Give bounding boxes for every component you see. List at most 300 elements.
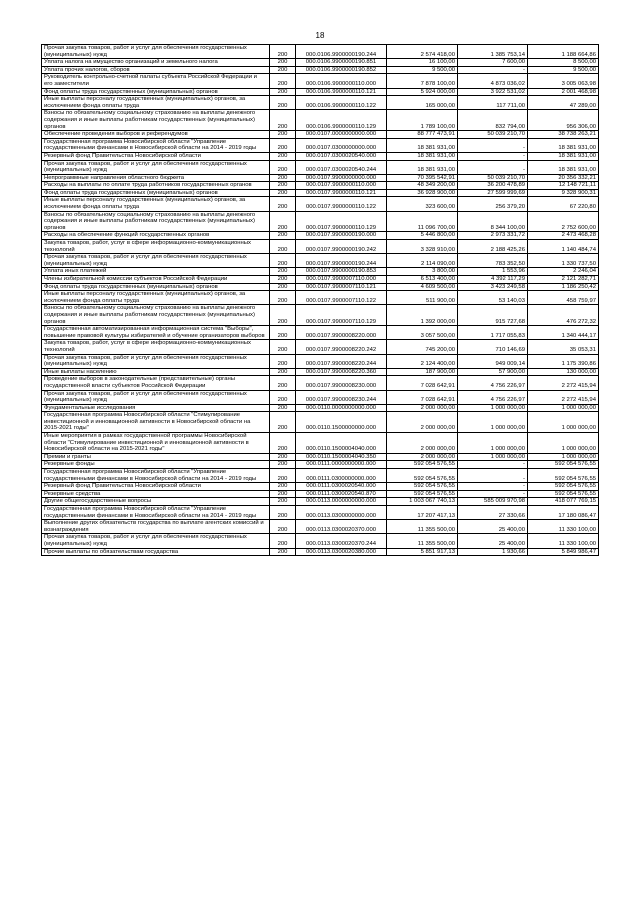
table-row <box>42 211 599 232</box>
executed-amount-cell: 4 873 036,02 <box>458 74 528 88</box>
admin-code-cell: 200 <box>270 45 296 59</box>
expense-name-cell: Закупка товаров, работ, услуг в сфере информационно-коммуникационных технологий <box>42 340 270 354</box>
executed-amount-cell: 8 344 100,00 <box>458 211 528 232</box>
budget-classification-code-cell: 000.0110.1500000000.000 <box>296 412 387 433</box>
budget-classification-code-cell: 000.0107.9900008220.242 <box>296 340 387 354</box>
unexecuted-amount-cell: 38 738 263,21 <box>528 131 599 139</box>
unexecuted-amount-cell: 1 140 484,74 <box>528 240 599 254</box>
approved-amount-cell: 511 900,00 <box>387 291 458 305</box>
expense-name-cell: Государственная программа Новосибирской области "Управление государственными финансами в Новосибирской области на 2014 - 2019 годы <box>42 138 270 152</box>
executed-amount-cell: 7 600,00 <box>458 59 528 67</box>
expense-name-cell: Выполнение других обязательств государства по выплате агентских комиссий и вознаграждения <box>42 520 270 534</box>
approved-amount-cell: 592 054 576,55 <box>387 483 458 491</box>
approved-amount-cell: 592 054 576,55 <box>387 490 458 498</box>
approved-amount-cell: 745 200,00 <box>387 340 458 354</box>
table-row <box>42 376 599 390</box>
expense-name-cell: Обеспечение проведения выборов и референдумов <box>42 131 270 139</box>
executed-amount-cell: - <box>458 152 528 160</box>
approved-amount-cell: 7 878 100,00 <box>387 74 458 88</box>
unexecuted-amount-cell: 17 180 086,47 <box>528 506 599 520</box>
table-row <box>42 160 599 174</box>
budget-classification-code-cell: 000.0106.9900000110.129 <box>296 110 387 131</box>
table-row <box>42 189 599 197</box>
unexecuted-amount-cell: 9 328 900,31 <box>528 189 599 197</box>
budget-classification-code-cell: 000.0113.0300000000.000 <box>296 506 387 520</box>
executed-amount-cell: 117 711,00 <box>458 96 528 110</box>
approved-amount-cell: 2 000 000,00 <box>387 433 458 454</box>
table-row <box>42 433 599 454</box>
admin-code-cell: 200 <box>270 74 296 88</box>
table-row <box>42 110 599 131</box>
expense-name-cell: Фонд оплаты труда государственных (муниципальных) органов <box>42 88 270 96</box>
table-row <box>42 291 599 305</box>
table-row <box>42 483 599 491</box>
admin-code-cell: 200 <box>270 461 296 469</box>
executed-amount-cell: - <box>458 483 528 491</box>
expense-name-cell: Уплата прочих налогов, сборов <box>42 66 270 74</box>
unexecuted-amount-cell: 2 272 415,94 <box>528 376 599 390</box>
expense-name-cell: Прочая закупка товаров, работ и услуг для обеспечения государственных (муниципальных) нужд <box>42 45 270 59</box>
approved-amount-cell: 2 114 090,00 <box>387 254 458 268</box>
budget-classification-code-cell: 000.0107.9900008220.244 <box>296 354 387 368</box>
executed-amount-cell: 2 973 331,72 <box>458 232 528 240</box>
expense-name-cell: Иные выплаты персоналу государственных (муниципальных) органов, за исключением фонда оплаты труда <box>42 291 270 305</box>
admin-code-cell: 200 <box>270 506 296 520</box>
unexecuted-amount-cell: 592 054 576,55 <box>528 483 599 491</box>
budget-classification-code-cell: 000.0107.9900000190.242 <box>296 240 387 254</box>
unexecuted-amount-cell: 18 381 931,00 <box>528 152 599 160</box>
table-row <box>42 59 599 67</box>
table-row <box>42 520 599 534</box>
admin-code-cell: 200 <box>270 152 296 160</box>
admin-code-cell: 200 <box>270 548 296 556</box>
budget-classification-code-cell: 000.0107.9900000110.122 <box>296 197 387 211</box>
budget-classification-code-cell: 000.0107.9900008230.244 <box>296 390 387 404</box>
approved-amount-cell: 3 057 500,00 <box>387 326 458 340</box>
executed-amount-cell: 1 000 000,00 <box>458 404 528 412</box>
expense-name-cell: Другие общегосударственные вопросы <box>42 498 270 506</box>
unexecuted-amount-cell: 18 381 931,00 <box>528 138 599 152</box>
admin-code-cell: 200 <box>270 469 296 483</box>
page-number: 18 <box>315 31 325 40</box>
expense-name-cell: Резервный фонд Правительства Новосибирской области <box>42 483 270 491</box>
expense-name-cell: Прочие выплаты по обязательствам государства <box>42 548 270 556</box>
approved-amount-cell: 165 000,00 <box>387 96 458 110</box>
unexecuted-amount-cell: 592 054 576,55 <box>528 461 599 469</box>
unexecuted-amount-cell: 11 330 100,00 <box>528 520 599 534</box>
approved-amount-cell: 18 381 931,00 <box>387 160 458 174</box>
admin-code-cell: 200 <box>270 412 296 433</box>
approved-amount-cell: 3 328 910,00 <box>387 240 458 254</box>
approved-amount-cell: 11 355 500,00 <box>387 534 458 548</box>
admin-code-cell: 200 <box>270 433 296 454</box>
executed-amount-cell: 50 039 210,70 <box>458 131 528 139</box>
unexecuted-amount-cell: 1 000 000,00 <box>528 412 599 433</box>
admin-code-cell: 200 <box>270 368 296 376</box>
approved-amount-cell: 187 900,00 <box>387 368 458 376</box>
table-row <box>42 74 599 88</box>
executed-amount-cell: 3 922 531,02 <box>458 88 528 96</box>
expense-name-cell: Резервные фонды <box>42 461 270 469</box>
unexecuted-amount-cell: 458 759,97 <box>528 291 599 305</box>
unexecuted-amount-cell: 418 077 769,15 <box>528 498 599 506</box>
approved-amount-cell: 70 395 542,91 <box>387 174 458 182</box>
executed-amount-cell: 36 200 478,89 <box>458 182 528 190</box>
executed-amount-cell: 1 385 753,14 <box>458 45 528 59</box>
admin-code-cell: 200 <box>270 189 296 197</box>
table-row <box>42 490 599 498</box>
executed-amount-cell: 25 400,00 <box>458 534 528 548</box>
executed-amount-cell: 4 756 226,97 <box>458 390 528 404</box>
table-body <box>42 45 599 556</box>
executed-amount-cell: 3 423 249,58 <box>458 283 528 291</box>
admin-code-cell: 200 <box>270 520 296 534</box>
admin-code-cell: 200 <box>270 534 296 548</box>
expense-name-cell: Прочая закупка товаров, работ и услуг для обеспечения государственных (муниципальных) нужд <box>42 354 270 368</box>
budget-classification-code-cell: 000.0110.1500004040.350 <box>296 453 387 461</box>
admin-code-cell: 200 <box>270 483 296 491</box>
budget-classification-code-cell: 000.0111.0300020540.870 <box>296 490 387 498</box>
expense-name-cell: Фонд оплаты труда государственных (муниципальных) органов <box>42 189 270 197</box>
admin-code-cell: 200 <box>270 88 296 96</box>
admin-code-cell: 200 <box>270 254 296 268</box>
approved-amount-cell: 88 777 473,91 <box>387 131 458 139</box>
executed-amount-cell: 57 900,00 <box>458 368 528 376</box>
table-row <box>42 461 599 469</box>
approved-amount-cell: 592 054 576,55 <box>387 469 458 483</box>
budget-classification-code-cell: 000.0111.0000000000.000 <box>296 461 387 469</box>
admin-code-cell: 200 <box>270 326 296 340</box>
budget-classification-code-cell: 000.0113.0300020370.000 <box>296 520 387 534</box>
budget-classification-code-cell: 000.0107.0300020540.244 <box>296 160 387 174</box>
budget-classification-code-cell: 000.0107.0000000000.000 <box>296 131 387 139</box>
expense-name-cell: Расходы на выплаты по оплате труда работников государственных органов <box>42 182 270 190</box>
executed-amount-cell: - <box>458 469 528 483</box>
approved-amount-cell: 48 349 200,00 <box>387 182 458 190</box>
table-row <box>42 96 599 110</box>
budget-classification-code-cell: 000.0106.9900000110.122 <box>296 96 387 110</box>
admin-code-cell: 200 <box>270 240 296 254</box>
table-row <box>42 152 599 160</box>
admin-code-cell: 200 <box>270 110 296 131</box>
unexecuted-amount-cell: 8 500,00 <box>528 59 599 67</box>
table-row <box>42 404 599 412</box>
expense-name-cell: Иные выплаты персоналу государственных (муниципальных) органов, за исключением фонда оплаты труда <box>42 96 270 110</box>
table-row <box>42 506 599 520</box>
approved-amount-cell: 1 392 000,00 <box>387 305 458 326</box>
executed-amount-cell: 50 039 210,70 <box>458 174 528 182</box>
executed-amount-cell: 25 400,00 <box>458 520 528 534</box>
budget-classification-code-cell: 000.0107.9900007110.121 <box>296 283 387 291</box>
unexecuted-amount-cell: 2 272 415,94 <box>528 390 599 404</box>
expense-name-cell: Иные выплаты персоналу государственных (муниципальных) органов, за исключением фонда оплаты труда <box>42 197 270 211</box>
expense-name-cell: Государственная программа Новосибирской области "Управление государственными финансами в Новосибирской области на 2014 - 2019 годы <box>42 506 270 520</box>
executed-amount-cell: 915 727,68 <box>458 305 528 326</box>
table-row <box>42 88 599 96</box>
executed-amount-cell: 710 146,69 <box>458 340 528 354</box>
unexecuted-amount-cell: 9 500,00 <box>528 66 599 74</box>
budget-classification-code-cell: 000.0110.0000000000.000 <box>296 404 387 412</box>
admin-code-cell: 200 <box>270 174 296 182</box>
approved-amount-cell: 18 381 931,00 <box>387 152 458 160</box>
unexecuted-amount-cell: 956 306,00 <box>528 110 599 131</box>
approved-amount-cell: 4 609 500,00 <box>387 283 458 291</box>
expense-name-cell: Взносы по обязательному социальному страхованию на выплаты денежного содержания и иные выплаты работникам государственных (муниципальных) органов <box>42 305 270 326</box>
executed-amount-cell: 27 599 999,69 <box>458 189 528 197</box>
unexecuted-amount-cell: 592 054 576,55 <box>528 469 599 483</box>
approved-amount-cell: 2 000 000,00 <box>387 453 458 461</box>
table-row <box>42 283 599 291</box>
approved-amount-cell: 5 446 800,00 <box>387 232 458 240</box>
table-row <box>42 138 599 152</box>
table-row <box>42 45 599 59</box>
budget-classification-code-cell: 000.0113.0000000000.000 <box>296 498 387 506</box>
approved-amount-cell: 16 100,00 <box>387 59 458 67</box>
budget-classification-code-cell: 000.0107.0300000000.000 <box>296 138 387 152</box>
budget-classification-code-cell: 000.0107.9900000000.000 <box>296 174 387 182</box>
expense-name-cell: Иные мероприятия в рамках государственной программы Новосибирской области "Стимулирование инвестиционной и инновационной активности в Новосибирской области на 2015-2021 годы" <box>42 433 270 454</box>
table-row <box>42 182 599 190</box>
executed-amount-cell: - <box>458 66 528 74</box>
expense-name-cell: Фонд оплаты труда государственных (муниципальных) органов <box>42 283 270 291</box>
unexecuted-amount-cell: 5 849 986,47 <box>528 548 599 556</box>
table-row <box>42 326 599 340</box>
table-row <box>42 131 599 139</box>
approved-amount-cell: 3 800,00 <box>387 268 458 276</box>
executed-amount-cell: 585 009 970,98 <box>458 498 528 506</box>
budget-classification-code-cell: 000.0106.9900000190.851 <box>296 59 387 67</box>
expense-name-cell: Прочая закупка товаров, работ и услуг для обеспечения государственных (муниципальных) нужд <box>42 390 270 404</box>
approved-amount-cell: 7 028 642,91 <box>387 390 458 404</box>
table-row <box>42 548 599 556</box>
executed-amount-cell: 1 553,96 <box>458 268 528 276</box>
expense-name-cell: Взносы по обязательному социальному страхованию на выплаты денежного содержания и иные выплаты работникам государственных (муниципальных) органов <box>42 110 270 131</box>
budget-classification-code-cell: 000.0106.9900000190.852 <box>296 66 387 74</box>
budget-classification-code-cell: 000.0106.9900000110.000 <box>296 74 387 88</box>
approved-amount-cell: 2 124 400,00 <box>387 354 458 368</box>
table-row <box>42 197 599 211</box>
executed-amount-cell: - <box>458 461 528 469</box>
admin-code-cell: 200 <box>270 340 296 354</box>
expense-name-cell: Государственная программа Новосибирской области "Стимулирование инвестиционной и инновационной активности в Новосибирской области на 2015-2021 годы" <box>42 412 270 433</box>
executed-amount-cell: - <box>458 490 528 498</box>
executed-amount-cell: 1 000 000,00 <box>458 453 528 461</box>
expense-name-cell: Проведение выборов в законодательные (представительные) органы государственной власти субъектов Российской Федерации <box>42 376 270 390</box>
admin-code-cell: 200 <box>270 276 296 284</box>
budget-classification-code-cell: 000.0113.0300020380.000 <box>296 548 387 556</box>
unexecuted-amount-cell: 1 175 390,86 <box>528 354 599 368</box>
approved-amount-cell: 1 789 100,00 <box>387 110 458 131</box>
table-row <box>42 498 599 506</box>
table-row <box>42 240 599 254</box>
table-row <box>42 340 599 354</box>
unexecuted-amount-cell: 12 148 721,11 <box>528 182 599 190</box>
expense-name-cell: Прочая закупка товаров, работ и услуг для обеспечения государственных (муниципальных) нужд <box>42 160 270 174</box>
budget-classification-code-cell: 000.0107.9900000190.000 <box>296 232 387 240</box>
unexecuted-amount-cell: 592 054 576,55 <box>528 490 599 498</box>
admin-code-cell: 200 <box>270 498 296 506</box>
expense-name-cell: Уплата иных платежей <box>42 268 270 276</box>
budget-classification-code-cell: 000.0107.9900000110.121 <box>296 189 387 197</box>
admin-code-cell: 200 <box>270 305 296 326</box>
admin-code-cell: 200 <box>270 404 296 412</box>
executed-amount-cell: 2 188 425,26 <box>458 240 528 254</box>
admin-code-cell: 200 <box>270 268 296 276</box>
executed-amount-cell: 53 140,03 <box>458 291 528 305</box>
budget-classification-code-cell: 000.0113.0300020370.244 <box>296 534 387 548</box>
executed-amount-cell: 4 392 117,29 <box>458 276 528 284</box>
executed-amount-cell: - <box>458 160 528 174</box>
admin-code-cell: 200 <box>270 138 296 152</box>
approved-amount-cell: 5 924 000,00 <box>387 88 458 96</box>
unexecuted-amount-cell: 1 340 444,17 <box>528 326 599 340</box>
executed-amount-cell: 1 000 000,00 <box>458 412 528 433</box>
executed-amount-cell: 1 717 055,83 <box>458 326 528 340</box>
approved-amount-cell: 18 381 931,00 <box>387 138 458 152</box>
admin-code-cell: 200 <box>270 291 296 305</box>
unexecuted-amount-cell: 1 186 250,42 <box>528 283 599 291</box>
unexecuted-amount-cell: 2 121 282,71 <box>528 276 599 284</box>
approved-amount-cell: 9 500,00 <box>387 66 458 74</box>
unexecuted-amount-cell: 18 381 931,00 <box>528 160 599 174</box>
unexecuted-amount-cell: 476 272,32 <box>528 305 599 326</box>
expense-name-cell: Государственная программа Новосибирской области "Управление государственными финансами в Новосибирской области на 2014 - 2019 годы <box>42 469 270 483</box>
table-row <box>42 354 599 368</box>
executed-amount-cell: 783 352,50 <box>458 254 528 268</box>
table-row <box>42 174 599 182</box>
unexecuted-amount-cell: 130 000,00 <box>528 368 599 376</box>
approved-amount-cell: 5 851 917,13 <box>387 548 458 556</box>
budget-classification-code-cell: 000.0111.0300020540.000 <box>296 483 387 491</box>
budget-classification-code-cell: 000.0110.1500004040.000 <box>296 433 387 454</box>
budget-classification-code-cell: 000.0107.9900000110.000 <box>296 182 387 190</box>
table-row <box>42 305 599 326</box>
unexecuted-amount-cell: 3 005 063,98 <box>528 74 599 88</box>
admin-code-cell: 200 <box>270 453 296 461</box>
unexecuted-amount-cell: 1 000 000,00 <box>528 404 599 412</box>
budget-classification-code-cell: 000.0106.9900000110.121 <box>296 88 387 96</box>
budget-classification-code-cell: 000.0107.9900000190.244 <box>296 254 387 268</box>
expense-name-cell: Руководитель контрольно-счетной палаты субъекта Российской Федерации и его заместители <box>42 74 270 88</box>
admin-code-cell: 200 <box>270 376 296 390</box>
table-row <box>42 66 599 74</box>
expense-name-cell: Непрограммные направления областного бюджета <box>42 174 270 182</box>
table-row <box>42 232 599 240</box>
admin-code-cell: 200 <box>270 232 296 240</box>
executed-amount-cell: 1 930,66 <box>458 548 528 556</box>
budget-classification-code-cell: 000.0107.9900000110.129 <box>296 211 387 232</box>
budget-classification-code-cell: 000.0107.0300020540.000 <box>296 152 387 160</box>
unexecuted-amount-cell: 1 188 664,86 <box>528 45 599 59</box>
executed-amount-cell: 949 009,14 <box>458 354 528 368</box>
expense-name-cell: Резервный фонд Правительства Новосибирской области <box>42 152 270 160</box>
admin-code-cell: 200 <box>270 354 296 368</box>
table-row <box>42 368 599 376</box>
expense-name-cell: Государственная автоматизированная информационная система "Выборы", повышение правовой культуры избирателей и обучение организаторов выборов <box>42 326 270 340</box>
expense-name-cell: Премии и гранты <box>42 453 270 461</box>
approved-amount-cell: 36 928 900,00 <box>387 189 458 197</box>
admin-code-cell: 200 <box>270 59 296 67</box>
budget-expenditure-table <box>41 44 599 556</box>
admin-code-cell: 200 <box>270 160 296 174</box>
admin-code-cell: 200 <box>270 197 296 211</box>
approved-amount-cell: 6 513 400,00 <box>387 276 458 284</box>
unexecuted-amount-cell: 35 053,31 <box>528 340 599 354</box>
unexecuted-amount-cell: 47 289,00 <box>528 96 599 110</box>
expense-name-cell: Уплата налога на имущество организаций и земельного налога <box>42 59 270 67</box>
unexecuted-amount-cell: 20 356 332,21 <box>528 174 599 182</box>
expense-name-cell: Взносы по обязательному социальному страхованию на выплаты денежного содержания и иные выплаты работникам государственных (муниципальных) органов <box>42 211 270 232</box>
executed-amount-cell: 1 000 000,00 <box>458 433 528 454</box>
unexecuted-amount-cell: 2 752 600,00 <box>528 211 599 232</box>
unexecuted-amount-cell: 1 000 000,00 <box>528 433 599 454</box>
approved-amount-cell: 11 096 700,00 <box>387 211 458 232</box>
admin-code-cell: 200 <box>270 96 296 110</box>
admin-code-cell: 200 <box>270 182 296 190</box>
admin-code-cell: 200 <box>270 490 296 498</box>
table-row <box>42 390 599 404</box>
table-row <box>42 412 599 433</box>
budget-classification-code-cell: 000.0111.0300000000.000 <box>296 469 387 483</box>
unexecuted-amount-cell: 1 000 000,00 <box>528 453 599 461</box>
budget-classification-code-cell: 000.0107.9900007110.122 <box>296 291 387 305</box>
executed-amount-cell: 832 794,00 <box>458 110 528 131</box>
approved-amount-cell: 1 003 067 740,13 <box>387 498 458 506</box>
admin-code-cell: 200 <box>270 283 296 291</box>
expense-name-cell: Члены избирательной комиссии субъектов Российской Федерации <box>42 276 270 284</box>
unexecuted-amount-cell: 1 330 737,50 <box>528 254 599 268</box>
budget-classification-code-cell: 000.0107.9900008220.360 <box>296 368 387 376</box>
unexecuted-amount-cell: 2 246,04 <box>528 268 599 276</box>
admin-code-cell: 200 <box>270 66 296 74</box>
unexecuted-amount-cell: 2 473 468,28 <box>528 232 599 240</box>
approved-amount-cell: 2 574 418,00 <box>387 45 458 59</box>
table-row <box>42 268 599 276</box>
budget-classification-code-cell: 000.0107.9900008230.000 <box>296 376 387 390</box>
budget-classification-code-cell: 000.0107.9900008220.000 <box>296 326 387 340</box>
expense-name-cell: Резервные средства <box>42 490 270 498</box>
table-row <box>42 276 599 284</box>
approved-amount-cell: 2 000 000,00 <box>387 404 458 412</box>
unexecuted-amount-cell: 2 001 468,98 <box>528 88 599 96</box>
table-row <box>42 254 599 268</box>
expense-name-cell: Прочая закупка товаров, работ и услуг для обеспечения государственных (муниципальных) нужд <box>42 254 270 268</box>
unexecuted-amount-cell: 67 220,80 <box>528 197 599 211</box>
table-row <box>42 469 599 483</box>
unexecuted-amount-cell: 11 330 100,00 <box>528 534 599 548</box>
expense-name-cell: Расходы на обеспечение функций государственных органов <box>42 232 270 240</box>
expense-name-cell: Иные выплаты населению <box>42 368 270 376</box>
approved-amount-cell: 11 355 500,00 <box>387 520 458 534</box>
table-row <box>42 534 599 548</box>
expense-name-cell: Фундаментальные исследования <box>42 404 270 412</box>
expense-name-cell: Прочая закупка товаров, работ и услуг для обеспечения государственных (муниципальных) нужд <box>42 534 270 548</box>
approved-amount-cell: 592 054 576,55 <box>387 461 458 469</box>
executed-amount-cell: 4 756 226,97 <box>458 376 528 390</box>
approved-amount-cell: 2 000 000,00 <box>387 412 458 433</box>
executed-amount-cell: - <box>458 138 528 152</box>
admin-code-cell: 200 <box>270 390 296 404</box>
admin-code-cell: 200 <box>270 211 296 232</box>
executed-amount-cell: 27 330,66 <box>458 506 528 520</box>
approved-amount-cell: 323 600,00 <box>387 197 458 211</box>
approved-amount-cell: 17 207 417,13 <box>387 506 458 520</box>
table-row <box>42 453 599 461</box>
budget-classification-code-cell: 000.0106.9900000190.244 <box>296 45 387 59</box>
budget-classification-code-cell: 000.0107.9900000190.853 <box>296 268 387 276</box>
admin-code-cell: 200 <box>270 131 296 139</box>
approved-amount-cell: 7 028 642,91 <box>387 376 458 390</box>
